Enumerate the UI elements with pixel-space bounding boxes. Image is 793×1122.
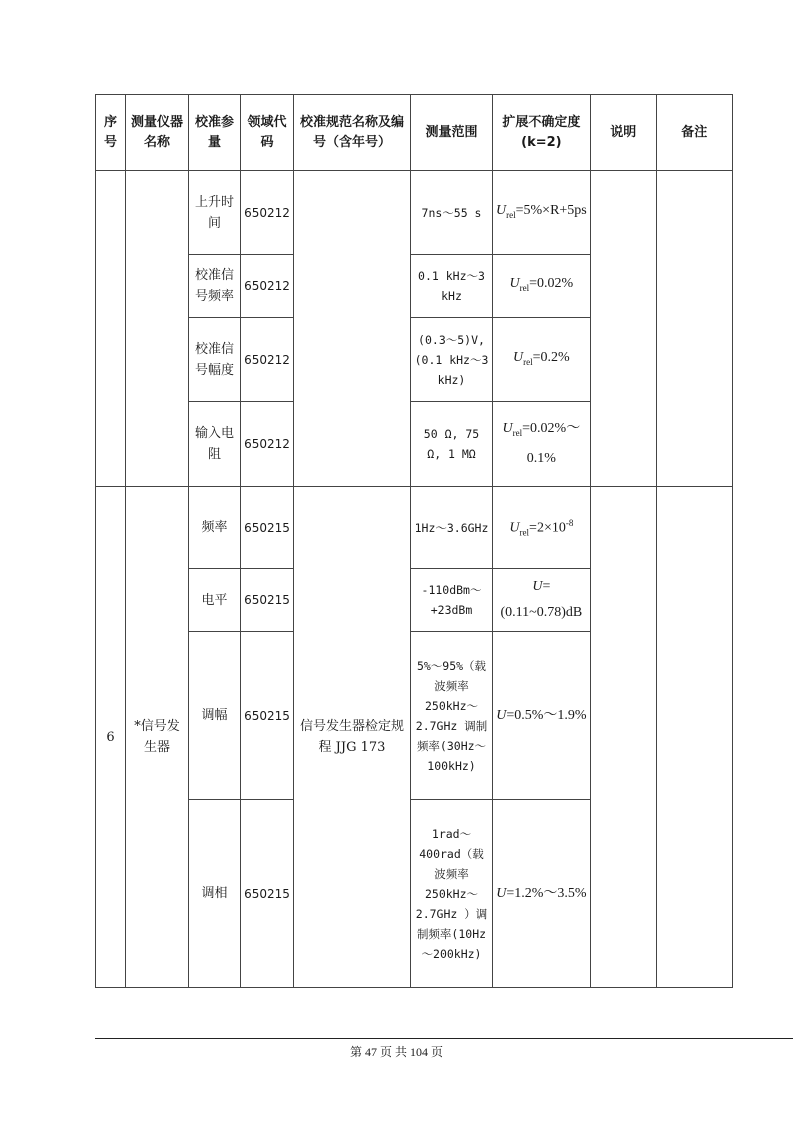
seq-cell: 6 bbox=[96, 487, 126, 988]
unc-cell: $U_{rel}=5\%\times R+5ps$ bbox=[493, 171, 591, 255]
param-cell: 输入电阻 bbox=[189, 402, 241, 487]
range-cell: 0.1 kHz～3 kHz bbox=[411, 255, 493, 318]
unc-cell: $U_{rel}=0.02\%$ bbox=[493, 255, 591, 318]
unc-cell: $U_{rel}=0.02\%\sim 0.1\%$ bbox=[493, 402, 591, 487]
header-spec: 校准规范名称及编号（含年号） bbox=[294, 95, 411, 171]
header-unc: 扩展不确定度 (k=2) bbox=[493, 95, 591, 171]
range-cell: 5%～95%（载波频率250kHz～2.7GHz 调制频率(30Hz～100kHz) bbox=[411, 632, 493, 800]
table-row bbox=[96, 487, 733, 569]
unc-cell: U=0.5%～1.9% bbox=[493, 632, 591, 800]
param-cell: 校准信号幅度 bbox=[189, 318, 241, 402]
code-cell: 650215 bbox=[241, 800, 294, 988]
header-param: 校准参量 bbox=[189, 95, 241, 171]
calibration-table bbox=[95, 94, 733, 988]
range-cell: 50 Ω, 75 Ω, 1 MΩ bbox=[411, 402, 493, 487]
range-cell: 7ns～55 s bbox=[411, 171, 493, 255]
page-footer: 第 47 页 共 104 页 bbox=[349, 1045, 443, 1059]
code-cell: 650212 bbox=[241, 171, 294, 255]
instrument-cell: *信号发生器 bbox=[126, 487, 189, 988]
spec-cell: 信号发生器检定规程 JJG 173 bbox=[294, 487, 411, 988]
range-cell: 1Hz～3.6GHz bbox=[411, 487, 493, 569]
header-instrument: 测量仪器名称 bbox=[126, 95, 189, 171]
header-code: 领域代码 bbox=[241, 95, 294, 171]
param-cell: 校准信号频率 bbox=[189, 255, 241, 318]
code-cell: 650212 bbox=[241, 255, 294, 318]
param-cell: 调相 bbox=[189, 800, 241, 988]
code-cell: 650215 bbox=[241, 632, 294, 800]
unc-cell: $U_{rel}=0.2\%$ bbox=[493, 318, 591, 402]
desc-cell-empty bbox=[590, 487, 656, 988]
param-cell: 调幅 bbox=[189, 632, 241, 800]
range-cell: -110dBm～+23dBm bbox=[411, 569, 493, 632]
footer-divider bbox=[95, 1038, 793, 1039]
unc-cell: $U_{rel}=2\times 10^{-8}$ bbox=[493, 487, 591, 569]
note-cell-empty bbox=[656, 487, 732, 988]
header-range: 测量范围 bbox=[411, 95, 493, 171]
header-seq: 序号 bbox=[96, 95, 126, 171]
header-desc: 说明 bbox=[590, 95, 656, 171]
unc-cell: U=(0.11~0.78)dB bbox=[493, 569, 591, 632]
seq-cell-empty bbox=[96, 171, 126, 487]
param-cell: 上升时间 bbox=[189, 171, 241, 255]
code-cell: 650212 bbox=[241, 318, 294, 402]
code-cell: 650215 bbox=[241, 487, 294, 569]
header-row bbox=[96, 95, 733, 171]
param-cell: 电平 bbox=[189, 569, 241, 632]
code-cell: 650215 bbox=[241, 569, 294, 632]
instrument-cell-empty bbox=[126, 171, 189, 487]
spec-cell-empty bbox=[294, 171, 411, 487]
note-cell-empty bbox=[656, 171, 732, 487]
unc-cell: U=1.2%～3.5% bbox=[493, 800, 591, 988]
desc-cell-empty bbox=[590, 171, 656, 487]
range-cell: (0.3～5)V, (0.1 kHz～3 kHz) bbox=[411, 318, 493, 402]
param-cell: 频率 bbox=[189, 487, 241, 569]
table-row bbox=[96, 171, 733, 255]
range-cell: 1rad～400rad（载波频率250kHz～2.7GHz ）调制频率(10Hz～200kHz) bbox=[411, 800, 493, 988]
header-note: 备注 bbox=[656, 95, 732, 171]
code-cell: 650212 bbox=[241, 402, 294, 487]
